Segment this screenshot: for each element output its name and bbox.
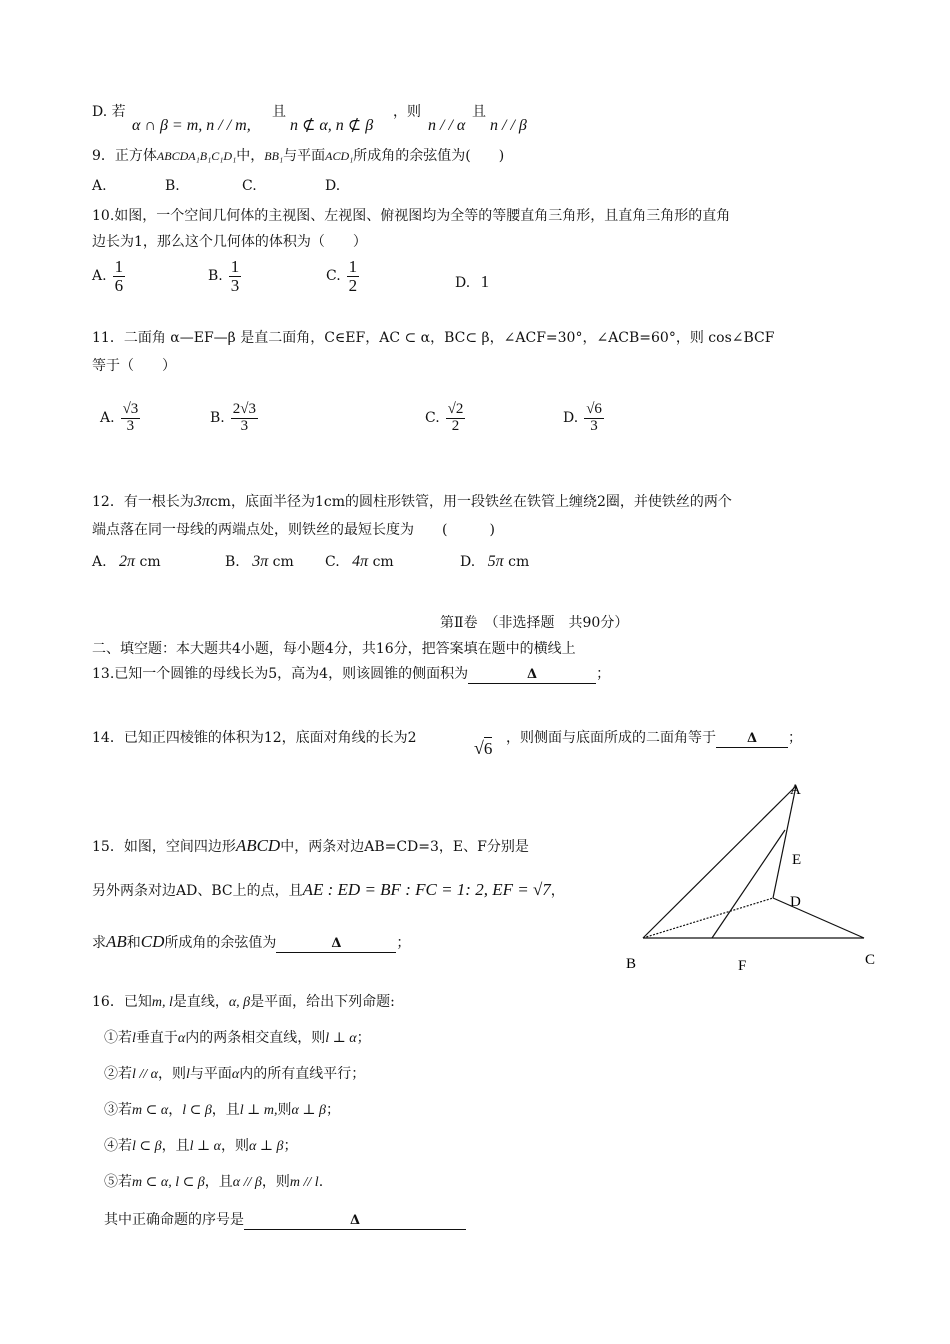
q12-option-a bbox=[92, 552, 161, 571]
q8d-and2: 且 bbox=[472, 104, 486, 120]
part2-title: 第Ⅱ卷 （非选择题 共90分） bbox=[440, 615, 629, 631]
item-math: m ⊂ α bbox=[132, 1103, 169, 1118]
q12c-unit: cm bbox=[372, 554, 394, 570]
q14-sqrt bbox=[474, 738, 492, 760]
item-math: l bbox=[186, 1067, 190, 1082]
q9-num: 9．正方体 bbox=[92, 148, 157, 164]
q9-cube: ABCDA₁B₁C₁D₁ bbox=[156, 149, 237, 163]
q12a-value: 2π bbox=[119, 553, 136, 570]
q11b-den: 3 bbox=[240, 417, 249, 434]
q9-mid: 中， bbox=[236, 148, 265, 164]
q9-option-b: B. bbox=[165, 178, 180, 194]
q10-option-d bbox=[455, 272, 489, 292]
q15-l1b: 中，两条对边AB=CD=3，E、F分别是 bbox=[280, 839, 529, 855]
q11d-den: 3 bbox=[590, 417, 598, 434]
item-num: ① bbox=[104, 1030, 118, 1046]
q11a-label: A. bbox=[100, 410, 115, 427]
item-text: 若 bbox=[118, 1066, 132, 1082]
q11b-num: 2√3 bbox=[232, 401, 256, 417]
sqrt-icon: √ bbox=[474, 738, 484, 758]
q12d-value: 5π bbox=[487, 553, 504, 570]
q11b-label: B. bbox=[210, 410, 225, 427]
q16-ml: m, l bbox=[151, 995, 173, 1010]
item-text: 若 bbox=[118, 1030, 132, 1046]
q10-option-b bbox=[208, 258, 241, 295]
q13-answer-blank[interactable]: Δ bbox=[468, 667, 596, 684]
q10d-value: 1 bbox=[480, 272, 490, 291]
q9-end: 所成角的余弦值为( ) bbox=[353, 148, 505, 164]
q16-answer-label: 其中正确命题的序号是 bbox=[104, 1212, 244, 1228]
q8d-math2: n ⊄ α, n ⊄ β bbox=[290, 117, 374, 134]
q16-item-3 bbox=[104, 1102, 340, 1120]
q9-stem bbox=[92, 148, 504, 165]
q15-cd: CD bbox=[140, 932, 165, 951]
q16-ab: α, β bbox=[228, 995, 251, 1010]
q8d-comma: ，则 bbox=[393, 104, 421, 120]
q8d-label: D. 若 bbox=[92, 104, 126, 120]
item-math: l ⊥ m, bbox=[239, 1103, 278, 1118]
q10a-label: A. bbox=[92, 268, 107, 285]
q12-option-d bbox=[460, 552, 529, 571]
q12b-label: B. bbox=[225, 554, 240, 570]
item-text: ，且 bbox=[211, 1102, 240, 1118]
q8d-math1: α ∩ β = m, n / / m, bbox=[132, 117, 251, 134]
label-c: C bbox=[865, 952, 876, 968]
q11a-num: √3 bbox=[122, 401, 139, 417]
item-text: 若 bbox=[118, 1102, 132, 1118]
item-text: ； bbox=[325, 1102, 340, 1118]
label-b: B bbox=[626, 956, 637, 972]
q15-l2b: ， bbox=[550, 883, 565, 899]
q11d-num: √6 bbox=[586, 401, 602, 417]
q9-option-d: D. bbox=[325, 178, 341, 194]
q11-option-b bbox=[210, 402, 258, 435]
q12-option-c bbox=[325, 552, 394, 571]
item-math: l bbox=[132, 1031, 136, 1046]
label-e: E bbox=[792, 852, 802, 868]
item-math: l ⊂ β bbox=[182, 1103, 212, 1118]
q14-root: 6 bbox=[483, 739, 493, 758]
item-text: ，且 bbox=[204, 1174, 233, 1190]
q8d-and1: 且 bbox=[272, 104, 286, 120]
q11a-den: 3 bbox=[126, 417, 135, 434]
q15-line1 bbox=[92, 836, 529, 856]
item-num: ③ bbox=[104, 1102, 118, 1118]
q10-option-c bbox=[326, 258, 359, 295]
q12-line1 bbox=[92, 492, 732, 511]
edge-cd bbox=[773, 898, 864, 938]
q10-line2: 边长为1，那么这个几何体的体积为（ ） bbox=[92, 234, 367, 250]
item-math: m ⊂ α, l ⊂ β bbox=[132, 1175, 205, 1190]
item-text: 若 bbox=[118, 1174, 132, 1190]
item-text: ； bbox=[356, 1030, 371, 1046]
q10d-label: D. bbox=[455, 275, 471, 291]
q8d-math4: n / / β bbox=[490, 117, 527, 134]
q16-intro: 16．已知 bbox=[92, 994, 152, 1010]
item-text: ，则 bbox=[158, 1066, 187, 1082]
q15-l3a: 求 bbox=[92, 935, 106, 951]
q8d-math3: n / / α bbox=[428, 117, 466, 134]
label-a: A bbox=[790, 782, 801, 798]
q10-line1: 10.如图，一个空间几何体的主视图、左视图、俯视图均为全等的等腰直角三角形，且直角三角形的直角 bbox=[92, 208, 731, 224]
q12-option-b bbox=[225, 552, 294, 571]
q12b-value: 3π bbox=[252, 553, 269, 570]
q12d-unit: cm bbox=[508, 554, 530, 570]
q13-end: ； bbox=[596, 666, 611, 682]
q14-end: ； bbox=[788, 730, 802, 746]
q9-bb1: BB₁ bbox=[264, 149, 284, 163]
q11c-label: C. bbox=[425, 410, 440, 427]
q11-option-c bbox=[425, 402, 465, 435]
q11-line1: 11．二面角 α—EF—β 是直二面角，C∈EF，AC ⊂ α，BC⊂ β，∠ACF=30°，∠ACB=60°，则 cos∠BCF bbox=[92, 330, 775, 346]
q10c-den: 2 bbox=[348, 275, 358, 295]
label-d: D bbox=[790, 894, 801, 910]
q16-intro2: 是直线， bbox=[172, 994, 229, 1010]
q15-abcd: ABCD bbox=[235, 836, 281, 855]
item-text: 内的所有直线平行； bbox=[239, 1066, 366, 1082]
item-text: ， bbox=[168, 1102, 183, 1118]
item-text: 若 bbox=[118, 1138, 132, 1154]
q13-text: 13.已知一个圆锥的母线长为5，高为4，则该圆锥的侧面积为 bbox=[92, 666, 469, 682]
q10-option-a bbox=[92, 258, 125, 295]
item-math: α // β bbox=[232, 1175, 262, 1190]
part2-instructions: 二、填空题：本大题共4小题，每小题4分，共16分，把答案填在题中的横线上 bbox=[92, 641, 576, 657]
item-text: 内的两条相交直线，则 bbox=[185, 1030, 326, 1046]
item-text: ，则 bbox=[261, 1174, 290, 1190]
q16-item-4 bbox=[104, 1138, 298, 1156]
q12a-unit: cm bbox=[139, 554, 161, 570]
item-math: α bbox=[231, 1067, 240, 1082]
q11c-den: 2 bbox=[451, 417, 460, 434]
q12-line1a: 12．有一根长为 bbox=[92, 494, 194, 510]
q15-l2a: 另外两条对边AD、BC上的点，且 bbox=[92, 883, 303, 899]
q11c-num: √2 bbox=[447, 401, 464, 417]
q10a-den: 6 bbox=[114, 275, 124, 295]
item-text: 垂直于 bbox=[135, 1030, 178, 1046]
q13 bbox=[92, 666, 610, 684]
q16-stem bbox=[92, 994, 395, 1012]
item-num: ② bbox=[104, 1066, 118, 1082]
q12-length: 3π bbox=[193, 493, 210, 510]
q16-item-1 bbox=[104, 1030, 371, 1048]
item-math: l ⊥ α bbox=[325, 1031, 357, 1046]
q12c-value: 4π bbox=[352, 553, 369, 570]
item-text: 则 bbox=[277, 1102, 292, 1118]
q10b-den: 3 bbox=[230, 275, 240, 295]
item-math: α ⊥ β bbox=[291, 1103, 326, 1118]
q11-option-d bbox=[563, 402, 604, 435]
item-text: . bbox=[318, 1174, 324, 1190]
q15-answer-blank[interactable]: Δ bbox=[276, 936, 396, 953]
q15-ratio: AE : ED = BF : FC = 1: 2, EF = √7 bbox=[302, 880, 551, 899]
q14-text-b: ，则侧面与底面所成的二面角等于 bbox=[506, 730, 716, 746]
q16-answer-blank[interactable]: Δ bbox=[244, 1213, 466, 1230]
q16-answer bbox=[104, 1212, 466, 1230]
item-text: ； bbox=[283, 1138, 298, 1154]
q9-plane: ACD₁ bbox=[325, 149, 354, 163]
item-math: l ⊥ α bbox=[189, 1139, 221, 1154]
item-math: α ⊥ β bbox=[249, 1139, 284, 1154]
q12b-unit: cm bbox=[272, 554, 294, 570]
item-num: ④ bbox=[104, 1138, 118, 1154]
q15-l3b: 和 bbox=[126, 935, 141, 951]
item-text: ，且 bbox=[161, 1138, 190, 1154]
item-text: ，则 bbox=[221, 1138, 249, 1154]
q11d-label: D. bbox=[563, 410, 579, 427]
q12-line2: 端点落在同一母线的两端点处，则铁丝的最短长度为 ( ) bbox=[92, 522, 495, 538]
q16-item-2 bbox=[104, 1066, 365, 1084]
item-math: l ⊂ β bbox=[132, 1139, 162, 1154]
q14-rest bbox=[506, 730, 802, 748]
item-math: m // l bbox=[289, 1175, 319, 1190]
q15-line2 bbox=[92, 880, 565, 900]
q9-option-c: C. bbox=[242, 178, 257, 194]
q11-option-a bbox=[100, 402, 140, 435]
q15-l1a: 15．如图，空间四边形 bbox=[92, 839, 236, 855]
q10b-num: 1 bbox=[230, 257, 240, 276]
q8-option-d bbox=[92, 104, 126, 121]
q9-mid2: 与平面 bbox=[283, 148, 326, 164]
q15-figure bbox=[600, 770, 900, 990]
q12-line1b: cm，底面半径为1cm的圆柱形铁管，用一段铁丝在铁管上缠绕2圈，并使铁丝的两个 bbox=[209, 494, 732, 510]
q10c-label: C. bbox=[326, 268, 341, 285]
item-text: 与平面 bbox=[189, 1066, 232, 1082]
q11-line2: 等于（ ） bbox=[92, 358, 176, 374]
q14-text-a: 14．已知正四棱锥的体积为12，底面对角线的长为2 bbox=[92, 730, 417, 746]
segment-ef bbox=[712, 830, 785, 938]
q10c-num: 1 bbox=[348, 257, 358, 276]
q16-intro3: 是平面，给出下列命题: bbox=[250, 994, 395, 1010]
label-f: F bbox=[738, 958, 747, 974]
item-math: α bbox=[177, 1031, 186, 1046]
q15-ab: AB bbox=[106, 932, 127, 951]
q9-option-a: A. bbox=[92, 178, 107, 194]
q16-item-5 bbox=[104, 1174, 323, 1192]
q14 bbox=[92, 730, 417, 747]
q15-l3c: 所成角的余弦值为 bbox=[164, 935, 277, 951]
q12a-label: A. bbox=[92, 554, 107, 570]
q14-answer-blank[interactable]: Δ bbox=[716, 731, 788, 748]
q12d-label: D. bbox=[460, 554, 476, 570]
q10a-num: 1 bbox=[114, 257, 124, 276]
q15-end: ； bbox=[396, 935, 411, 951]
edge-ab bbox=[643, 786, 796, 938]
q10b-label: B. bbox=[208, 268, 223, 285]
item-math: l // α bbox=[132, 1067, 159, 1082]
item-num: ⑤ bbox=[104, 1174, 118, 1190]
q15-line3 bbox=[92, 932, 410, 953]
q12c-label: C. bbox=[325, 554, 340, 570]
